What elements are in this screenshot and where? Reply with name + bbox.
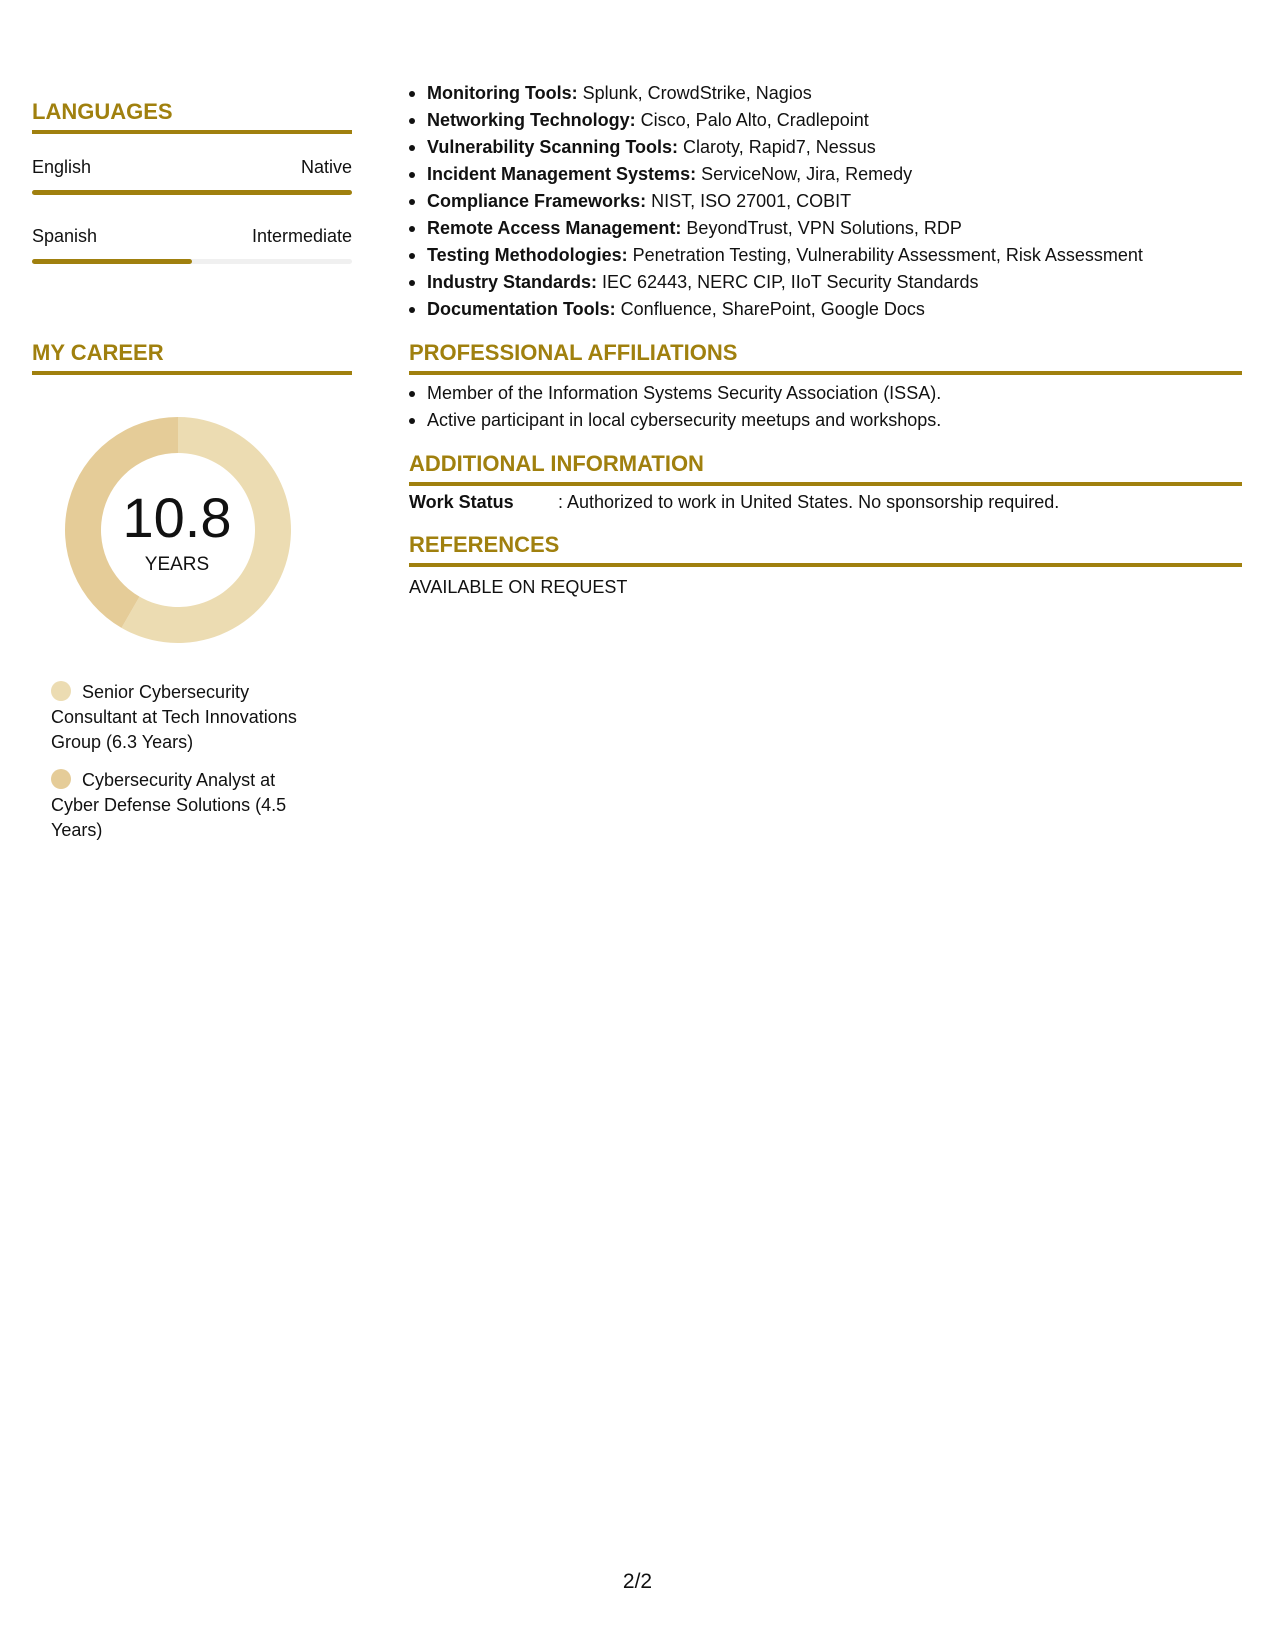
skill-item (409, 296, 1242, 323)
skill-value: NIST, ISO 27001, COBIT (646, 191, 852, 211)
skill-value: Cisco, Palo Alto, Cradlepoint (635, 110, 869, 130)
language-proficiency-fill (32, 259, 192, 264)
language-level: Native (300, 157, 352, 177)
career-total-years: 10.8 (122, 486, 232, 549)
skill-value: ServiceNow, Jira, Remedy (696, 164, 913, 184)
skill-label: Compliance Frameworks: (427, 191, 647, 211)
skill-value: IEC 62443, NERC CIP, IIoT Security Standards (597, 272, 979, 292)
career-legend-label: Cybersecurity Analyst at Cyber Defense Solutions (4.5 Years) (51, 770, 287, 840)
language-name: Spanish (32, 226, 98, 246)
skill-value: Confluence, SharePoint, Google Docs (615, 299, 925, 319)
skill-label: Vulnerability Scanning Tools: (427, 137, 679, 157)
language-proficiency-bar (32, 190, 352, 195)
affiliation-item: Active participant in local cybersecurity meetups and workshops. (409, 407, 1242, 434)
work-status-value: : Authorized to work in United States. No sponsorship required. (558, 492, 1060, 512)
skill-label: Industry Standards: (427, 272, 598, 292)
skill-label: Incident Management Systems: (427, 164, 697, 184)
skill-label: Monitoring Tools: (427, 83, 578, 103)
career-legend-item (51, 768, 316, 843)
skill-item (409, 269, 1242, 296)
legend-dot-icon (51, 769, 71, 789)
language-name: English (32, 157, 92, 177)
affiliation-item: Member of the Information Systems Security Association (ISSA). (409, 380, 1242, 407)
skill-item (409, 242, 1242, 269)
languages-heading: LANGUAGES (32, 99, 352, 134)
additional-info-heading: ADDITIONAL INFORMATION (409, 451, 1242, 486)
language-level: Intermediate (251, 226, 352, 246)
legend-dot-icon (51, 681, 71, 701)
references-text: AVAILABLE ON REQUEST (409, 577, 628, 597)
language-proficiency-fill (32, 190, 352, 195)
skill-label: Remote Access Management: (427, 218, 682, 238)
skill-item (409, 161, 1242, 188)
skill-item (409, 188, 1242, 215)
references-heading: REFERENCES (409, 532, 1242, 567)
skills-list (409, 80, 1242, 323)
career-heading: MY CAREER (32, 340, 352, 375)
skill-item (409, 80, 1242, 107)
skill-value: Splunk, CrowdStrike, Nagios (577, 83, 812, 103)
career-legend-item (51, 680, 316, 755)
work-status-label: Work Status (409, 492, 514, 512)
career-total-unit: YEARS (144, 554, 210, 575)
skill-value: BeyondTrust, VPN Solutions, RDP (681, 218, 962, 238)
skill-item (409, 107, 1242, 134)
career-legend-label: Senior Cybersecurity Consultant at Tech Innovations Group (6.3 Years) (51, 682, 297, 752)
page-number: 2/2 (622, 1570, 653, 1593)
language-proficiency-bar (32, 259, 352, 264)
skill-label: Testing Methodologies: (427, 245, 628, 265)
skill-value: Penetration Testing, Vulnerability Assessment, Risk Assessment (627, 245, 1143, 265)
skill-label: Documentation Tools: (427, 299, 616, 319)
skill-value: Claroty, Rapid7, Nessus (678, 137, 876, 157)
skill-item (409, 134, 1242, 161)
skill-item (409, 215, 1242, 242)
affiliations-heading: PROFESSIONAL AFFILIATIONS (409, 340, 1242, 375)
skill-label: Networking Technology: (427, 110, 636, 130)
affiliations-list (409, 380, 1242, 434)
